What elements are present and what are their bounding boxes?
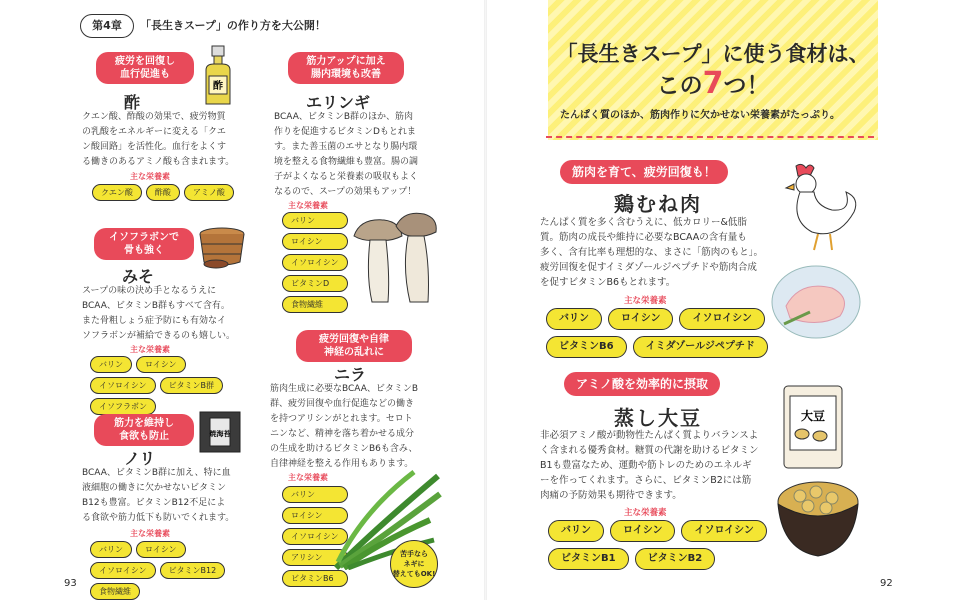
nutrient-chip: ビタミンD [282,275,348,292]
nutrient-chip: バリン [90,356,132,373]
nutrient-chip: イソロイシン [679,308,764,330]
miso-tag: イソフラボンで 骨も強く [94,228,194,260]
eringi-name: エリンギ [306,93,371,112]
vinegar-description: クエン酸、酢酸の効果で、疲労物質 の乳酸をエネルギーに変える「クエ ン酸回路」を活性化。血行をよくす る働きのあるアミノ酸も含まれます。 [82,112,235,167]
chicken-nutrients [546,308,776,358]
miso-nutr-label: 主な栄養素 [130,345,170,354]
nutrient-chip: 食物繊維 [282,296,348,313]
nutrient-chip: ロイシン [610,520,675,542]
nutrient-chip: バリン [282,486,348,503]
soybean-bowl-icon [774,476,862,562]
nutrient-chip: アリシン [282,549,348,566]
nutrient-chip: イソロイシン [681,520,766,542]
chicken-icon [782,162,862,254]
chapter-badge: 第4章 [80,14,134,38]
page-number-right: 92 [880,578,893,589]
nutrient-chip: ビタミンB6 [282,570,348,587]
nutrient-chip: ロイシン [608,308,673,330]
vinegar-label-text: 酢 [213,81,223,92]
vinegar-bottle-icon [200,44,236,108]
nutrient-chip: ビタミンB群 [160,377,224,394]
nutrient-chip: ビタミンB12 [160,562,226,579]
nira-nutr-label: 主な栄養素 [288,473,328,482]
vinegar-nutr-label: 主な栄養素 [130,172,170,181]
nutrient-chip: イミダゾールジペプチド [633,336,768,358]
chicken-name: 鶏むね肉 [614,192,702,216]
chicken-breast-plate-icon [770,262,862,340]
nutrient-chip: ロイシン [136,541,186,558]
soy-name: 蒸し大豆 [614,406,702,430]
nutrient-chip: クエン酸 [92,184,142,201]
nutrient-chip: 酢酸 [146,184,180,201]
nori-label-text: 焼海苔 [209,430,231,438]
header-note: たんぱく質のほか、筋肉作りに欠かせない栄養素がたっぷり。 [560,110,840,121]
chicken-description: たんぱく質を多く含むうえに、低カロリー&低脂 質。筋肉の成長や維持に必要なBCAAの含有量も 多く、含有比率も理想的な、まさに「筋肉のもと」。 疲労回復を促すイミダゾールジペプチドや筋肉合成 を促すビタミンB6もとれます。 [540,217,764,288]
miso-description: スープの味の決め手となるうえに BCAA、ビタミンB群もすべて含有。 また骨粗しょう症予防にも有効なイ ソフラボンが補給できるのも嬉しい。 [82,286,236,341]
eringi-nutr-label: 主な栄養素 [288,201,328,210]
miso-tub-icon [196,222,248,270]
page-gutter [484,0,487,600]
nutrient-chip: バリン [546,308,602,330]
nutrient-chip: ロイシン [136,356,186,373]
nira-description: 筋肉生成に必要なBCAA、ビタミンB 群、疲労回復や血行促進などの働き を持つアリシンがとれます。セロト ニンなど、精神を落ち着かせる成分 の生成を助けるビタミンB6も含み、 自律神経を整える作用もあります。 [270,384,419,469]
nutrient-chip: イソロイシン [90,562,156,579]
nutrient-chip: アミノ酸 [184,184,234,201]
miso-name: みそ [122,267,155,286]
eringi-description: BCAA、ビタミンB群のほか、筋肉 作りを促進するビタミンDもとれま す。また善玉菌のエサとなり腸内環 境を整える食物繊維も豊富。腸の調 子がよくなると栄養素の吸収もよく なるので、スープの効果もアップ！ [274,112,419,197]
nutrient-chip: バリン [282,212,348,229]
nori-name: ノリ [124,449,156,468]
nutrient-chip: バリン [90,541,132,558]
nori-tag: 筋力を維持し 食欲も防止 [94,414,194,446]
nutrient-chip: イソフラボン [90,398,156,415]
nutrient-chip: イソロイシン [90,377,156,394]
page-number-left: 93 [64,578,77,589]
eringi-tag: 筋力アップに加え 腸内環境も改善 [288,52,404,84]
header-title: 「長生きスープ」に使う食材は、 [556,42,870,66]
soy-nutr-label: 主な栄養素 [624,508,667,518]
nira-name: ニラ [334,365,367,384]
chicken-tag: 筋肉を育て、疲労回復も！ [560,160,728,184]
nira-tip-bubble: 苦手なら ネギに 替えてもOK! [390,540,438,588]
nutrient-chip: イソロイシン [282,254,348,271]
nori-pack-icon [196,408,244,456]
nutrient-chip: ビタミンB2 [635,548,716,570]
vinegar-name: 酢 [124,93,141,112]
soy-tag: アミノ酸を効率的に摂取 [564,372,720,396]
chapter-title: 「長生きスープ」の作り方を大公開！ [140,19,326,32]
soy-label-text: 大豆 [800,409,826,423]
nira-tag: 疲労回復や自律 神経の乱れに [296,330,412,362]
nori-description: BCAA、ビタミンB群に加え、特に血 液細胞の働きに欠かせないビタミン B12も豊富。ビタミンB12不足によ る食欲や筋力低下も防いでくれます。 [82,468,235,523]
miso-nutrients [90,356,250,415]
soy-description: 非必須アミノ酸が動物性たんぱく質よりバランスよ く含まれる優秀食材。糖質の代謝を助けるビタミン B1も豊富なため、運動や筋トレのためのエネルギ ーを作ってくれます。さらに、ビタミンB2には筋 肉痛の予防効果も期待できます。 [540,430,759,501]
header-subtitle: この7つ！ [656,66,770,101]
nutrient-chip: ビタミンB1 [548,548,629,570]
soybean-pack-icon [780,382,846,472]
vinegar-nutrients [92,184,252,201]
chicken-nutr-label: 主な栄養素 [624,296,667,306]
nutrient-chip: ロイシン [282,507,348,524]
nutrient-chip: イソロイシン [282,528,348,545]
eringi-nutrients [282,212,348,313]
nutrient-chip: ビタミンB6 [546,336,627,358]
eringi-mushroom-icon [340,206,440,310]
soy-nutrients [548,520,778,570]
vinegar-tag: 疲労を回復し 血行促進も [96,52,194,84]
nutrient-chip: バリン [548,520,604,542]
nutrient-chip: ロイシン [282,233,348,250]
nori-nutr-label: 主な栄養素 [130,529,170,538]
nori-nutrients [90,541,250,600]
nutrient-chip: 食物繊維 [90,583,140,600]
